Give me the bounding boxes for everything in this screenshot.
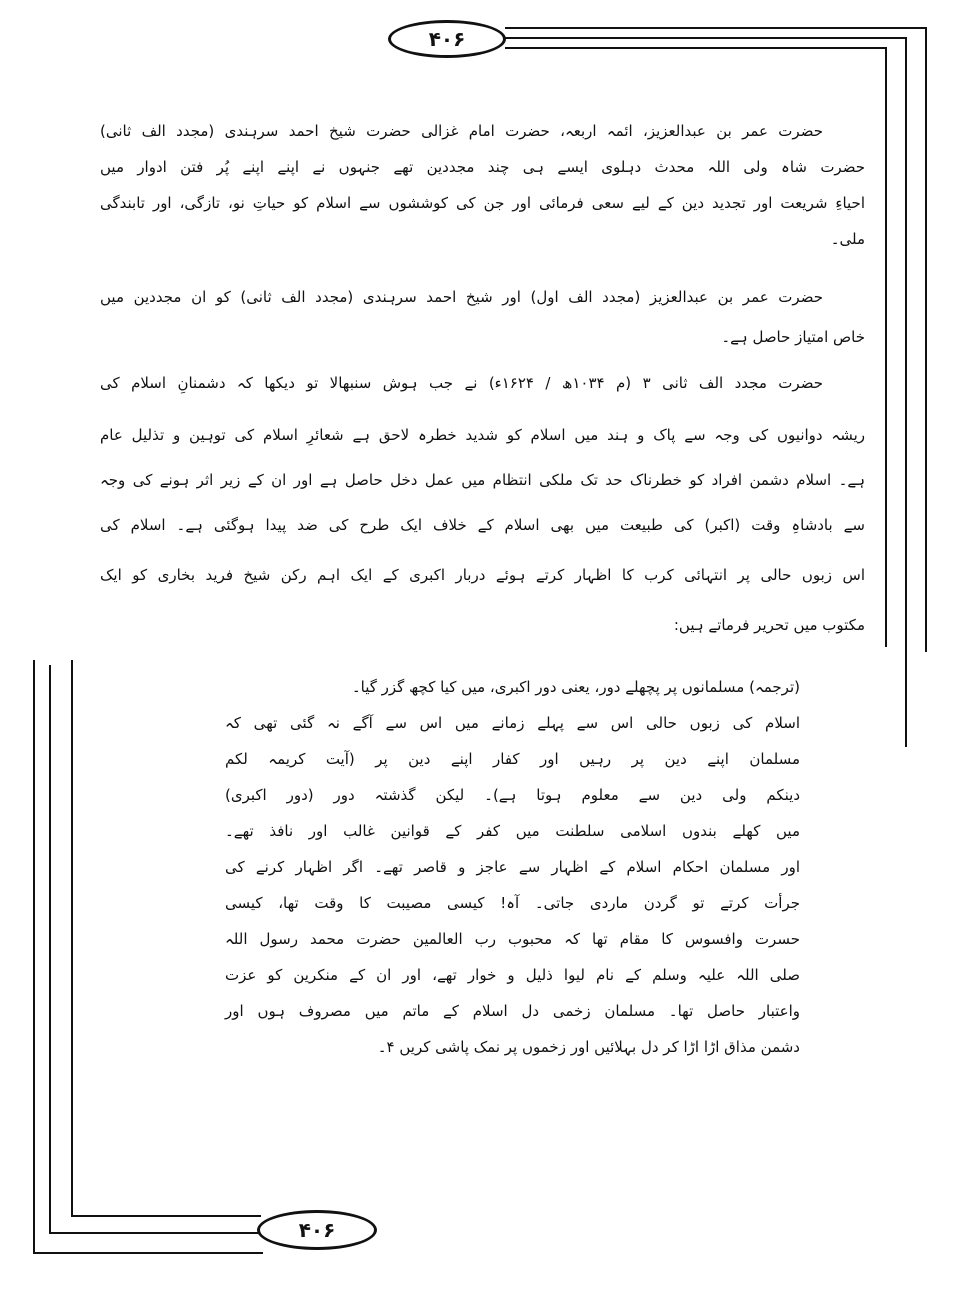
frame-line — [49, 665, 51, 1232]
frame-line — [505, 37, 905, 39]
text-line: حضرت مجدد الف ثانی ۳ (م ۱۰۳۴ھ / ۱۶۲۴ء) نے جب ہوش سنبھالا تو دیکھا کہ دشمنانِ اسلام کی — [100, 374, 823, 392]
text-line: احیاءِ شریعت اور تجدید دین کے لیے سعی فرمائی اور جن کی کوششوں سے اسلام کو حیاتِ نو، تازگی، اور تابندگی — [100, 194, 865, 212]
text-line: حضرت عمر بن عبدالعزیز، ائمہ اربعہ، حضرت امام غزالی حضرت شیخ احمد سرہندی (مجدد الف ثانی) — [100, 122, 823, 140]
frame-line — [505, 47, 885, 49]
text-line: ریشہ دوانیوں کی وجہ سے پاک و ہند میں اسلام کو شدید خطرہ لاحق ہے شعائرِ اسلام کی توہین و تذلیل عام — [100, 426, 865, 444]
page-number-top: ۴۰۶ — [388, 20, 506, 58]
frame-line — [925, 27, 927, 652]
quote-line: اور مسلمان احکام اسلام کے اظہار سے عاجز و قاصر تھے۔ اگر اظہار کرنے کی — [225, 858, 800, 876]
quote-line: اسلام کی زبوں حالی اس سے پہلے زمانے میں اس سے آگے نہ گئی تھی کہ — [225, 714, 800, 732]
frame-line — [71, 660, 73, 1215]
quote-line: صلی اللہ علیہ وسلم کے نام لیوا ذلیل و خوار تھے، اور ان کے منکرین کو عزت — [225, 966, 800, 984]
text-line: اس زبوں حالی پر انتہائی کرب کا اظہار کرتے ہوئے دربار اکبری کے ایک اہم رکن شیخ فرید بخاری کو ایک — [100, 566, 865, 584]
text-line: سے بادشاہِ وقت (اکبر) کی طبیعت میں بھی اسلام کے خلاف ایک طرح کی ضد پیدا ہوگئی ہے۔ اسلام کی — [100, 516, 865, 534]
quote-line: واعتبار حاصل تھا۔ مسلمان زخمی دل اسلام کے ماتم میں مصروف ہوں اور — [225, 1002, 800, 1020]
quote-line: حسرت وافسوس کا مقام تھا کہ محبوب رب العالمین حضرت محمد رسول اللہ — [225, 930, 800, 948]
quote-line: دینکم ولی دین سے معلوم ہوتا ہے)۔ لیکن گذشتہ دور (دور اکبری) — [225, 786, 800, 804]
text-line: مکتوب میں تحریر فرماتے ہیں: — [673, 616, 865, 634]
frame-line — [33, 1252, 263, 1254]
quote-line: مسلمان اپنے دین پر رہیں اور کفار اپنے دین پر (آیت کریمہ لکم — [225, 750, 800, 768]
quote-line: میں کھلے بندوں اسلامی سلطنت میں کفر کے قوانین غالب اور نافذ تھے۔ — [225, 822, 800, 840]
quote-line: (ترجمہ) مسلمانوں پر پچھلے دور، یعنی دور اکبری، میں کیا کچھ گزر گیا۔ — [351, 678, 800, 696]
text-line: حضرت عمر بن عبدالعزیز (مجدد الف اول) اور شیخ احمد سرہندی (مجدد الف ثانی) کو ان مجددین میں — [100, 288, 823, 306]
frame-line — [49, 1232, 259, 1234]
text-line: ملی۔ — [830, 230, 865, 248]
page-number-bottom: ۴۰۶ — [257, 1210, 377, 1250]
frame-line — [33, 660, 35, 1252]
frame-line — [885, 47, 887, 647]
text-line: حضرت شاہ ولی اللہ محدث دہلوی ایسے ہی چند مجددین تھے جنہوں نے اپنے اپنے پُر فتن ادوار میں — [100, 158, 865, 176]
text-line: خاص امتیاز حاصل ہے۔ — [721, 328, 865, 346]
frame-line — [905, 37, 907, 747]
quote-line: جرأت کرتے تو گردن ماردی جاتی۔ آہ! کیسی مصیبت کا وقت تھا، کیسی — [225, 894, 800, 912]
frame-line — [71, 1215, 261, 1217]
quote-line: دشمن مذاق اڑا اڑا کر دل بہلائیں اور زخموں پر نمک پاشی کریں ۴۔ — [377, 1038, 800, 1056]
text-line: ہے۔ اسلام دشمن افراد کو خطرناک حد تک ملکی انتظام میں عمل دخل حاصل ہے اور ان کے زیر اثر ہونے کی وجہ — [100, 471, 865, 489]
frame-line — [505, 27, 925, 29]
